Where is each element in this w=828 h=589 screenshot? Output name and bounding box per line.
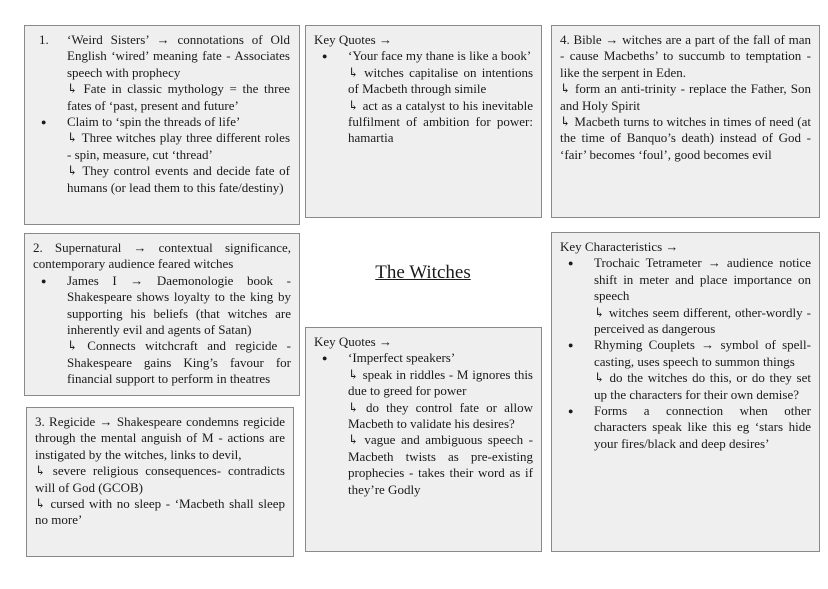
- note-text: Key Quotes →: [314, 32, 392, 47]
- sub-point-text: ↳ do the witches do this, or do they set up the characters for their own demise?: [594, 370, 811, 402]
- note-text: ↳ Macbeth turns to witches in times of need (at the time of Banquo’s death) instead of God - ‘fair’ becomes ‘foul’, good becomes evil: [560, 114, 811, 162]
- list-number: 1.: [39, 32, 49, 47]
- note-text: ↳ form an anti-trinity - replace the Father, Son and Holy Spirit: [560, 81, 811, 113]
- note-text: Key Characteristics →: [560, 239, 679, 254]
- list-item-text: James I → Daemonologie book - Shakespeare shows loyalty to the king by supporting his beliefs (that witches are inherently evil and agents of Satan): [67, 272, 291, 338]
- sub-point-text: ↳ Connects witchcraft and regicide - Shakespeare gains King’s favour for financial support to perform in theatres: [67, 338, 291, 387]
- sub-point-text: ↳ Three witches play three different roles - spin, measure, cut ‘thread’: [67, 130, 290, 162]
- list-item: [33, 32, 290, 114]
- note-text: 4. Bible → witches are a part of the fall of man - cause Macbeths’ to succumb to temptation - like the serpent in Eden.: [560, 32, 811, 80]
- note-text: 2. Supernatural → contextual significance, contemporary audience feared witches: [33, 240, 291, 272]
- note-text: ↳ cursed with no sleep - ‘Macbeth shall sleep no more’: [35, 496, 285, 528]
- bible-box: [551, 25, 820, 218]
- bullet-icon: ●: [322, 353, 328, 364]
- list-item: [560, 255, 811, 337]
- supernatural-box: [24, 233, 300, 396]
- weird-sisters-box: [24, 25, 300, 225]
- sub-point-text: ↳ witches capitalise on intentions of Macbeth through simile: [348, 64, 533, 97]
- key-characteristics-box: [551, 232, 820, 552]
- list-item-text: ‘Your face my thane is like a book’: [348, 48, 532, 64]
- key-quotes-box-2: [305, 327, 542, 552]
- list-item: [33, 114, 290, 196]
- bullet-icon: ●: [568, 406, 574, 417]
- note-text: Key Quotes →: [314, 334, 392, 349]
- note-text: 3. Regicide → Shakespeare condemns regicide through the mental anguish of M - actions are instigated by the witches, links to devil,: [35, 414, 285, 462]
- list-item-text: Claim to ‘spin the threads of life’: [67, 114, 241, 130]
- bullet-icon: ●: [41, 275, 47, 286]
- sub-point-text: ↳ Fate in classic mythology = the three fates of ‘past, present and future’: [67, 81, 290, 113]
- list-item-text: ‘Weird Sisters’ → connotations of Old English ‘wired’ meaning fate - Associates speech with prophecy: [67, 32, 290, 80]
- list-item: [314, 350, 533, 498]
- bullet-icon: ●: [568, 340, 574, 351]
- note-text: ↳ severe religious consequences- contradicts will of God (GCOB): [35, 463, 285, 495]
- list-item: [314, 48, 533, 146]
- list-item-text: Trochaic Tetrameter → audience notice shift in meter and place importance on speech: [594, 255, 811, 304]
- sub-point-text: ↳ vague and ambiguous speech - Macbeth twists as pre-existing prophecies - takes their word as if they’re Godly: [348, 432, 533, 497]
- bullet-icon: ●: [322, 51, 328, 62]
- sub-point-text: ↳ act as a catalyst to his inevitable fulfilment of ambition for power: hamartia: [348, 97, 533, 146]
- key-quotes-box-1: [305, 25, 542, 218]
- page-title: The Witches: [375, 262, 471, 283]
- sub-point-text: ↳ They control events and decide fate of humans (or lead them to this fate/destiny): [67, 163, 290, 195]
- list-item: [560, 337, 811, 403]
- bullet-icon: ●: [41, 117, 47, 128]
- list-item-text: ‘Imperfect speakers’: [348, 350, 456, 366]
- regicide-box: [26, 407, 294, 557]
- bullet-icon: ●: [568, 258, 574, 269]
- sub-point-text: ↳ do they control fate or allow Macbeth to validate his desires?: [348, 399, 533, 432]
- sub-point-text: ↳ speak in riddles - M ignores this due to greed for power: [348, 366, 533, 399]
- list-item-text: Forms a connection when other characters speak like this eg ‘stars hide your fires/black and deep desires’: [594, 403, 811, 451]
- list-item: [560, 403, 811, 452]
- sub-point-text: ↳ witches seem different, other-wordly - perceived as dangerous: [594, 304, 811, 337]
- list-item: [33, 273, 291, 388]
- list-item-text: Rhyming Couplets → symbol of spell-casting, uses speech to summon things: [594, 337, 811, 369]
